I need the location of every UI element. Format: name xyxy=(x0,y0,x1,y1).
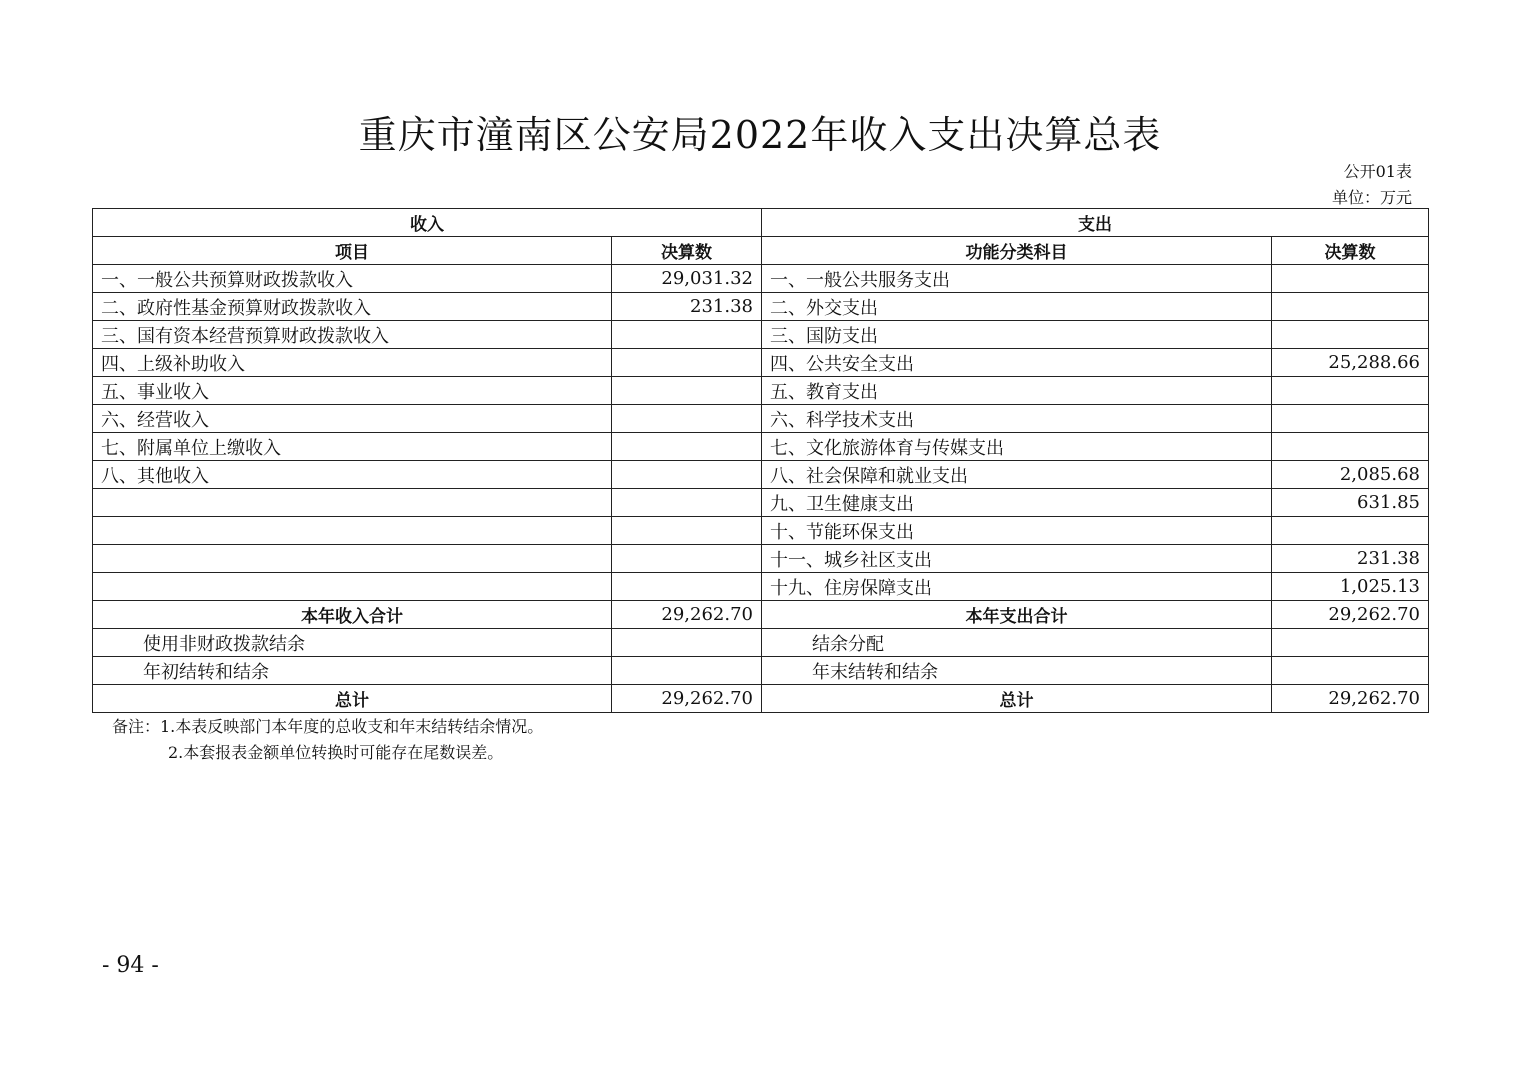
income-item-cell: 五、事业收入 xyxy=(93,377,612,405)
expense-amount-cell: 25,288.66 xyxy=(1272,349,1429,377)
notes xyxy=(112,714,543,766)
grand-income-total-amount: 29,262.70 xyxy=(612,685,762,713)
grand-income-total-label: 总计 xyxy=(93,685,612,713)
year-total-row xyxy=(93,601,1429,629)
grand-expense-total-amount: 29,262.70 xyxy=(1272,685,1429,713)
expense-section-header: 支出 xyxy=(762,209,1429,237)
income-item-cell xyxy=(93,545,612,573)
income-amount-cell xyxy=(612,461,762,489)
table-row xyxy=(93,433,1429,461)
expense-amount-cell xyxy=(1272,629,1429,657)
table-row xyxy=(93,545,1429,573)
summary-table xyxy=(92,208,1429,713)
expense-amount-cell: 1,025.13 xyxy=(1272,573,1429,601)
table-code: 公开01表 xyxy=(1343,162,1412,181)
year-income-total-label: 本年收入合计 xyxy=(93,601,612,629)
income-amount-cell xyxy=(612,349,762,377)
income-amount-cell xyxy=(612,489,762,517)
expense-item-cell: 六、科学技术支出 xyxy=(762,405,1272,433)
income-amount-cell xyxy=(612,517,762,545)
income-amount-cell xyxy=(612,433,762,461)
section-header-row xyxy=(93,209,1429,237)
income-amount-cell: 231.38 xyxy=(612,293,762,321)
expense-amount-cell: 631.85 xyxy=(1272,489,1429,517)
grand-total-row xyxy=(93,685,1429,713)
income-item-cell: 使用非财政拨款结余 xyxy=(93,629,612,657)
table-row xyxy=(93,517,1429,545)
expense-item-cell: 七、文化旅游体育与传媒支出 xyxy=(762,433,1272,461)
income-amount-cell xyxy=(612,377,762,405)
expense-amount-cell: 231.38 xyxy=(1272,545,1429,573)
income-item-cell xyxy=(93,573,612,601)
income-amount-cell xyxy=(612,405,762,433)
expense-item-cell: 十、节能环保支出 xyxy=(762,517,1272,545)
page-title: 重庆市潼南区公安局2022年收入支出决算总表 xyxy=(358,113,1162,157)
expense-amount-cell xyxy=(1272,405,1429,433)
income-item-cell xyxy=(93,517,612,545)
expense-amount-cell xyxy=(1272,433,1429,461)
income-amount-cell xyxy=(612,321,762,349)
income-item-cell: 年初结转和结余 xyxy=(93,657,612,685)
income-amount-cell xyxy=(612,573,762,601)
expense-item-cell: 八、社会保障和就业支出 xyxy=(762,461,1272,489)
income-item-cell: 七、附属单位上缴收入 xyxy=(93,433,612,461)
year-expense-total-amount: 29,262.70 xyxy=(1272,601,1429,629)
note-line-2: 2.本套报表金额单位转换时可能存在尾数误差。 xyxy=(168,743,504,762)
income-section-header: 收入 xyxy=(93,209,762,237)
income-item-cell: 一、一般公共预算财政拨款收入 xyxy=(93,265,612,293)
income-item-cell: 八、其他收入 xyxy=(93,461,612,489)
expense-item-cell: 四、公共安全支出 xyxy=(762,349,1272,377)
expense-amount-cell xyxy=(1272,657,1429,685)
expense-amount-cell xyxy=(1272,321,1429,349)
income-item-cell: 三、国有资本经营预算财政拨款收入 xyxy=(93,321,612,349)
page-number: - 94 - xyxy=(102,953,159,978)
expense-amount-cell xyxy=(1272,265,1429,293)
expense-item-cell: 九、卫生健康支出 xyxy=(762,489,1272,517)
column-header-row xyxy=(93,237,1429,265)
year-income-total-amount: 29,262.70 xyxy=(612,601,762,629)
table-row xyxy=(93,573,1429,601)
income-amount-cell: 29,031.32 xyxy=(612,265,762,293)
expense-amount-cell: 2,085.68 xyxy=(1272,461,1429,489)
table-row xyxy=(93,321,1429,349)
table-row xyxy=(93,657,1429,685)
income-item-cell xyxy=(93,489,612,517)
table-row xyxy=(93,405,1429,433)
expense-item-cell: 十一、城乡社区支出 xyxy=(762,545,1272,573)
item-column-header: 项目 xyxy=(93,237,612,265)
unit-label: 单位：万元 xyxy=(1331,188,1412,207)
income-amount-cell xyxy=(612,545,762,573)
note-line-1: 备注：1.本表反映部门本年度的总收支和年末结转结余情况。 xyxy=(112,717,544,736)
income-item-cell: 六、经营收入 xyxy=(93,405,612,433)
expense-amount-cell xyxy=(1272,293,1429,321)
grand-expense-total-label: 总计 xyxy=(762,685,1272,713)
expense-amount-cell xyxy=(1272,377,1429,405)
income-item-cell: 四、上级补助收入 xyxy=(93,349,612,377)
income-item-cell: 二、政府性基金预算财政拨款收入 xyxy=(93,293,612,321)
expense-item-cell: 五、教育支出 xyxy=(762,377,1272,405)
amount2-column-header: 决算数 xyxy=(1272,237,1429,265)
amount-column-header: 决算数 xyxy=(612,237,762,265)
table-row xyxy=(93,489,1429,517)
table-row xyxy=(93,377,1429,405)
expense-item-cell: 十九、住房保障支出 xyxy=(762,573,1272,601)
year-expense-total-label: 本年支出合计 xyxy=(762,601,1272,629)
table-row xyxy=(93,461,1429,489)
table-row xyxy=(93,293,1429,321)
category-column-header: 功能分类科目 xyxy=(762,237,1272,265)
expense-item-cell: 年末结转和结余 xyxy=(762,657,1272,685)
expense-item-cell: 结余分配 xyxy=(762,629,1272,657)
expense-item-cell: 二、外交支出 xyxy=(762,293,1272,321)
expense-amount-cell xyxy=(1272,517,1429,545)
table-row xyxy=(93,349,1429,377)
expense-item-cell: 一、一般公共服务支出 xyxy=(762,265,1272,293)
income-amount-cell xyxy=(612,629,762,657)
table-row xyxy=(93,629,1429,657)
expense-item-cell: 三、国防支出 xyxy=(762,321,1272,349)
income-amount-cell xyxy=(612,657,762,685)
table-row xyxy=(93,265,1429,293)
